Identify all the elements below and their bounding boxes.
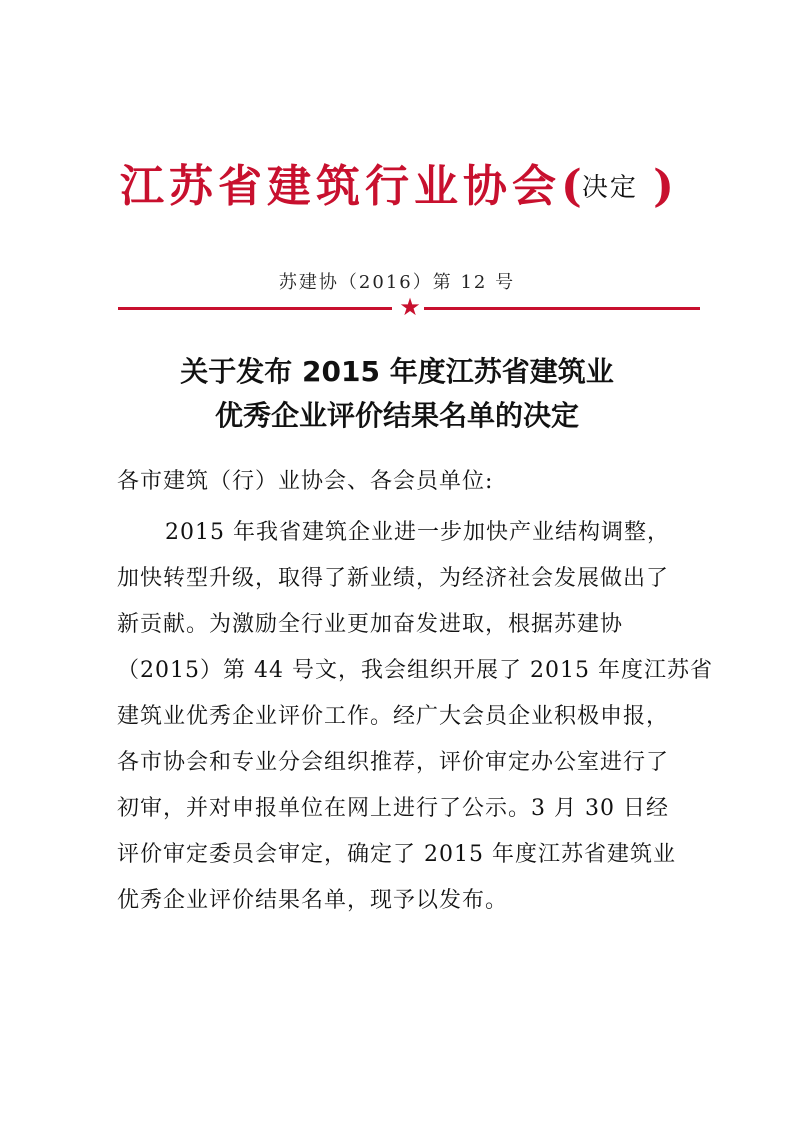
star-icon: ★: [399, 293, 421, 321]
body-line: 加快转型升级，取得了新业绩，为经济社会发展做出了: [117, 566, 670, 591]
body-line: 各市协会和专业分会组织推荐，评价审定办公室进行了: [117, 750, 670, 775]
body-line: 2015 年我省建筑企业进一步加快产业结构调整，: [165, 520, 670, 545]
body-paragraph: [117, 510, 713, 924]
document-header: [0, 150, 794, 214]
body-line: 优秀企业评价结果名单，现予以发布。: [117, 888, 509, 913]
document-type: 决定: [581, 173, 638, 203]
body-line: 建筑业优秀企业评价工作。经广大会员企业积极申报，: [117, 704, 670, 729]
body-line: （2015）第 44 号文，我会组织开展了 2015 年度江苏省: [117, 658, 713, 683]
salutation: 各市建筑（行）业协会、各会员单位:: [117, 469, 494, 494]
issuing-organization: 江苏省建筑行业协会: [120, 161, 561, 212]
body-line: 初审，并对申报单位在网上进行了公示。3 月 30 日经: [117, 796, 669, 821]
divider-line-left: [118, 307, 392, 310]
header-close-paren: ): [637, 161, 674, 212]
body-line: 评价审定委员会审定，确定了 2015 年度江苏省建筑业: [117, 842, 676, 867]
title-line-2: 优秀企业评价结果名单的决定: [214, 399, 579, 432]
title-line-1: 关于发布 2015 年度江苏省建筑业: [180, 355, 614, 388]
red-divider: [118, 293, 700, 321]
divider-line-right: [424, 307, 700, 310]
body-line: 新贡献。为激励全行业更加奋发进取，根据苏建协: [117, 612, 624, 637]
header-open-paren: (: [561, 161, 582, 212]
document-title: [0, 350, 794, 438]
document-number: 苏建协（2016）第 12 号: [278, 272, 516, 293]
